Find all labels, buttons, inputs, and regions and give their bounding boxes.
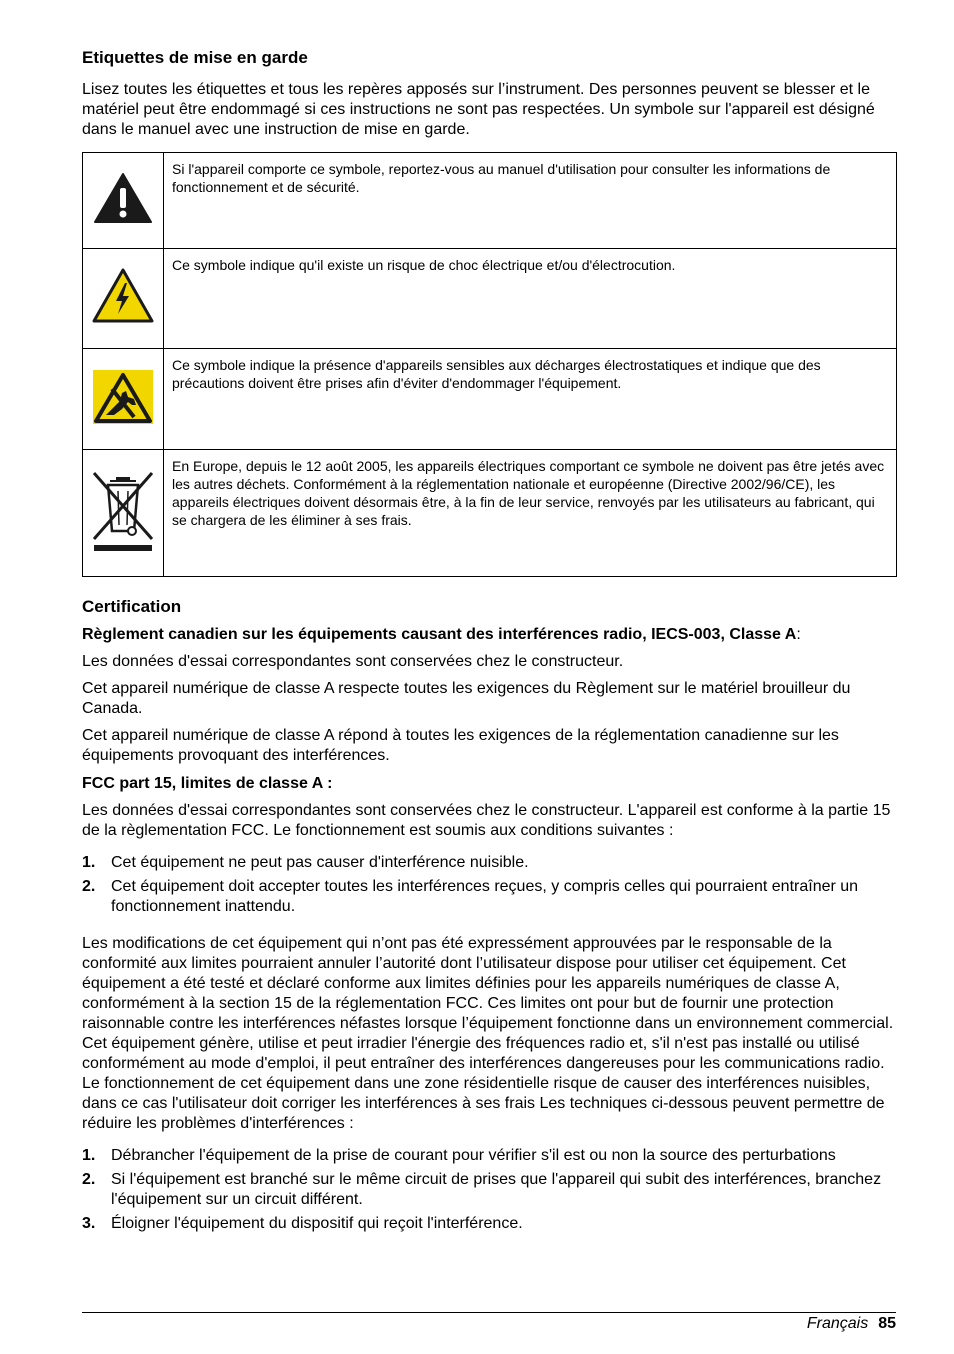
list-number: 1.	[82, 1147, 96, 1164]
esd-sensitive-icon	[83, 349, 164, 450]
warning-triangle-icon	[83, 153, 164, 249]
canada-paragraph: Cet appareil numérique de classe A répond à toutes les exigences de la réglementation canadienne sur les équipements provoquant des interférences.	[82, 727, 839, 764]
canada-paragraph: Cet appareil numérique de classe A respecte toutes les exigences du Règlement sur le matériel brouilleur du Canada.	[82, 680, 851, 717]
canada-paragraph: Les données d'essai correspondantes sont conservées chez le constructeur.	[82, 653, 624, 670]
symbol-description: Ce symbole indique la présence d'appareils sensibles aux décharges électrostatiques et indique que des précautions doivent être prises afin d'éviter d'endommager l'équipement.	[164, 349, 897, 450]
list-item	[82, 1146, 896, 1166]
list-item	[82, 877, 896, 917]
canada-heading-text: Règlement canadien sur les équipements causant des interférences radio, IECS-003, Classe A	[82, 626, 797, 643]
weee-crossed-bin-icon	[83, 450, 164, 577]
table-row	[83, 349, 897, 450]
table-row	[83, 450, 897, 577]
list-item-text: Débrancher l'équipement de la prise de courant pour vérifier s'il est ou non la source des perturbations	[111, 1147, 836, 1164]
symbol-description: Si l'appareil comporte ce symbole, reportez-vous au manuel d'utilisation pour consulter les informations de fonctionnement et de sécurité.	[164, 153, 897, 249]
safety-symbols-table	[82, 152, 897, 577]
electric-shock-icon	[83, 249, 164, 349]
canada-regulation-heading	[82, 625, 896, 645]
footer-divider	[82, 1312, 896, 1313]
section-title-warning-labels: Etiquettes de mise en garde	[82, 48, 308, 67]
list-item	[82, 1214, 896, 1234]
fcc-paragraph: Les données d'essai correspondantes sont conservées chez le constructeur. L'appareil est conforme à la partie 15 de la règlementation FCC. Le fonctionnement est soumis aux conditions suivantes :	[82, 802, 891, 839]
list-item-text: Cet équipement ne peut pas causer d'interférence nuisible.	[111, 854, 529, 871]
list-number: 1.	[82, 854, 96, 871]
section-title-certification: Certification	[82, 597, 182, 616]
symbol-description: Ce symbole indique qu'il existe un risque de choc électrique et/ou d'électrocution.	[164, 249, 897, 349]
list-number: 2.	[82, 1171, 96, 1188]
document-page	[82, 48, 896, 1234]
fcc-remedies-list	[82, 1146, 896, 1234]
list-item-text: Éloigner l'équipement du dispositif qui reçoit l'interférence.	[111, 1215, 523, 1232]
canada-heading-colon: :	[796, 626, 801, 643]
page-footer	[807, 1314, 896, 1334]
list-number: 2.	[82, 878, 96, 895]
list-item	[82, 853, 896, 873]
fcc-conditions-list	[82, 853, 896, 917]
list-item	[82, 1170, 896, 1210]
table-row	[83, 153, 897, 249]
table-row	[83, 249, 897, 349]
fcc-paragraph: Les modifications de cet équipement qui n’ont pas été expressément approuvées par le responsable de la conformité aux limites pourraient annuler l’autorité dont l’utilisateur dispose pour utiliser cet équipement. Cet équipement a été testé et déclaré conforme aux limites définies pour les appareils numériques de classe A, conformément à la section 15 de la réglementation FCC. Ces limites ont pour but de fournir une protection raisonnable contre les interférences néfastes lorsque l’équipement fonctionne dans un environnement commercial. Cet équipement génère, utilise et peut irradier l'énergie des fréquences radio et, s'il n'est pas installé ou utilisé conformément au mode d'emploi, il peut entraîner des interférences dangereuses pour les communications radio. Le fonctionnement de cet équipement dans une zone résidentielle risque de causer des interférences nuisibles, dans ce cas l'utilisateur doit corriger les interférences à ses frais Les techniques ci-dessous peuvent permettre de réduire les problèmes d'interférences :	[82, 935, 894, 1132]
footer-language: Français	[806, 1315, 869, 1332]
list-item-text: Cet équipement doit accepter toutes les interférences reçues, y compris celles qui pourraient entraîner un fonctionnement inattendu.	[111, 878, 859, 915]
list-item-text: Si l'équipement est branché sur le même circuit de prises que l'appareil qui subit des interférences, branchez l'équipement sur un circuit différent.	[111, 1171, 882, 1208]
fcc-heading: FCC part 15, limites de classe A :	[82, 775, 333, 792]
symbol-description: En Europe, depuis le 12 août 2005, les appareils électriques comportant ce symbole ne doivent pas être jetés avec les autres déchets. Conformément à la réglementation nationale et européenne (Directive 2002/96/CE), les appareils électriques doivent désormais être, à la fin de leur service, renvoyés par les utilisateurs au fabricant, qui se chargera de les éliminer à ses frais.	[164, 450, 897, 577]
page-number: 85	[878, 1315, 896, 1332]
warning-intro-paragraph: Lisez toutes les étiquettes et tous les repères apposés sur l’instrument. Des personnes peuvent se blesser et le matériel peut être endommagé si ces instructions ne sont pas respectées. Un symbole sur l'appareil est désigné dans le manuel avec une instruction de mise en garde.	[82, 81, 875, 138]
list-number: 3.	[82, 1215, 96, 1232]
